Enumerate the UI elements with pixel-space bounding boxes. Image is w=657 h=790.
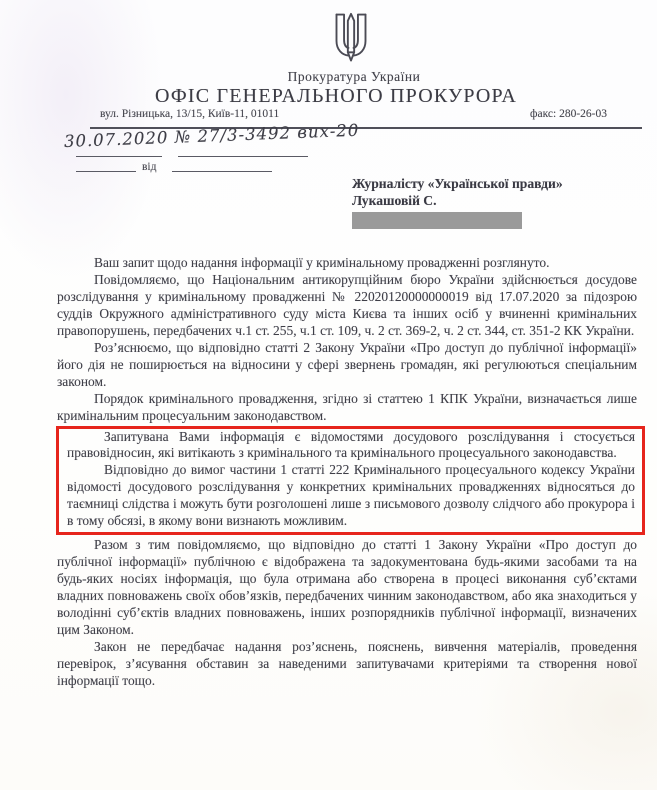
address-line: вул. Різницька, 13/15, Київ-11, 01011 [100, 108, 280, 120]
addressee-block [352, 175, 642, 229]
handwritten-registration-number: 30.07.2020 № 27/3-3492 вих-20 [63, 120, 360, 151]
blank-line [172, 170, 272, 172]
body-paragraph: Ваш запит щодо надання інформації у кримінальному провадженні розглянуто. [94, 255, 550, 270]
fax-line: факс: 280-26-03 [530, 108, 607, 120]
body-paragraph: Закон не передбачає надання роз’яснень, пояснень, вивчення матеріалів, проведення перевірок, з’ясування обставин за наведеними запитувачами критеріями та створення нової інформації тощо. [57, 638, 637, 688]
body-paragraph: Роз’яснюємо, що відповідно статті 2 Закону України «Про доступ до публічної інформації» його дія не поширюється на відносини у сфері звернень громадян, які регулюються спеціальним законом. [57, 339, 637, 389]
body-paragraph: Разом з тим повідомляємо, що відповідно до статті 1 Закону України «Про доступ до публічної інформації» публічною є відображена та задокументована будь-якими засобами та на будь-яких носіях інформація, що була отримана або створена в процесі виконання суб’єктами владних повноважень своїх обов’язків, передбачених чинним законодавством, або яка знаходиться у володінні суб’єктів владних повноважень, інших розпорядників публічної інформації, визначених цим Законом. [57, 537, 637, 638]
addressee-line2: Лукашовій С. [352, 193, 437, 208]
body-paragraph: Відповідно до вимог частини 1 статті 222 Кримінального процесуального кодексу України відомості досудового розслідування у конкретних кримінальних провадженнях відносяться до таємниці слідства і можуть бути розголошені лише з письмового дозволу слідчого або прокурора і в тому обсязі, в якому вони визнають можливим. [67, 462, 635, 529]
agency-name-big: ОФІС ГЕНЕРАЛЬНОГО ПРОКУРОРА [155, 85, 517, 107]
redaction-bar [352, 212, 522, 229]
ukraine-trident-emblem [330, 12, 372, 75]
highlight-box [56, 426, 645, 536]
blank-line [76, 170, 136, 172]
addressee-line1: Журналісту «Української правди» [352, 176, 563, 191]
agency-name-small: Прокуратура України [287, 69, 421, 84]
from-label: від [142, 161, 157, 173]
letter-body [57, 255, 637, 690]
blank-line [76, 155, 162, 157]
body-paragraph: Повідомляємо, що Національним антикорупційним бюро України здійснюється досудове розслідування у кримінальному провадженні № 22020120000000019 від 17.07.2020 за підозрою суддів Окружного адміністративного суду міста Києва та інших осіб у вчиненні кримінальних правопорушень, передбачених ч.1 ст. 255, ч.1 ст. 109, ч. 2 ст. 369-2, ч. 2 ст. 344, ст. 351-2 КК України. [57, 271, 637, 338]
body-paragraph: Запитувана Вами інформація є відомостями досудового розслідування і стосується правовідносин, які витікають з кримінального та кримінального процесуального законодавства. [67, 428, 635, 461]
body-paragraph: Порядок кримінального провадження, згідно зі статтею 1 КПК України, визначається лише кримінальним процесуальним законодавством. [57, 390, 637, 423]
blank-line [178, 155, 308, 157]
registration-block [60, 120, 370, 179]
